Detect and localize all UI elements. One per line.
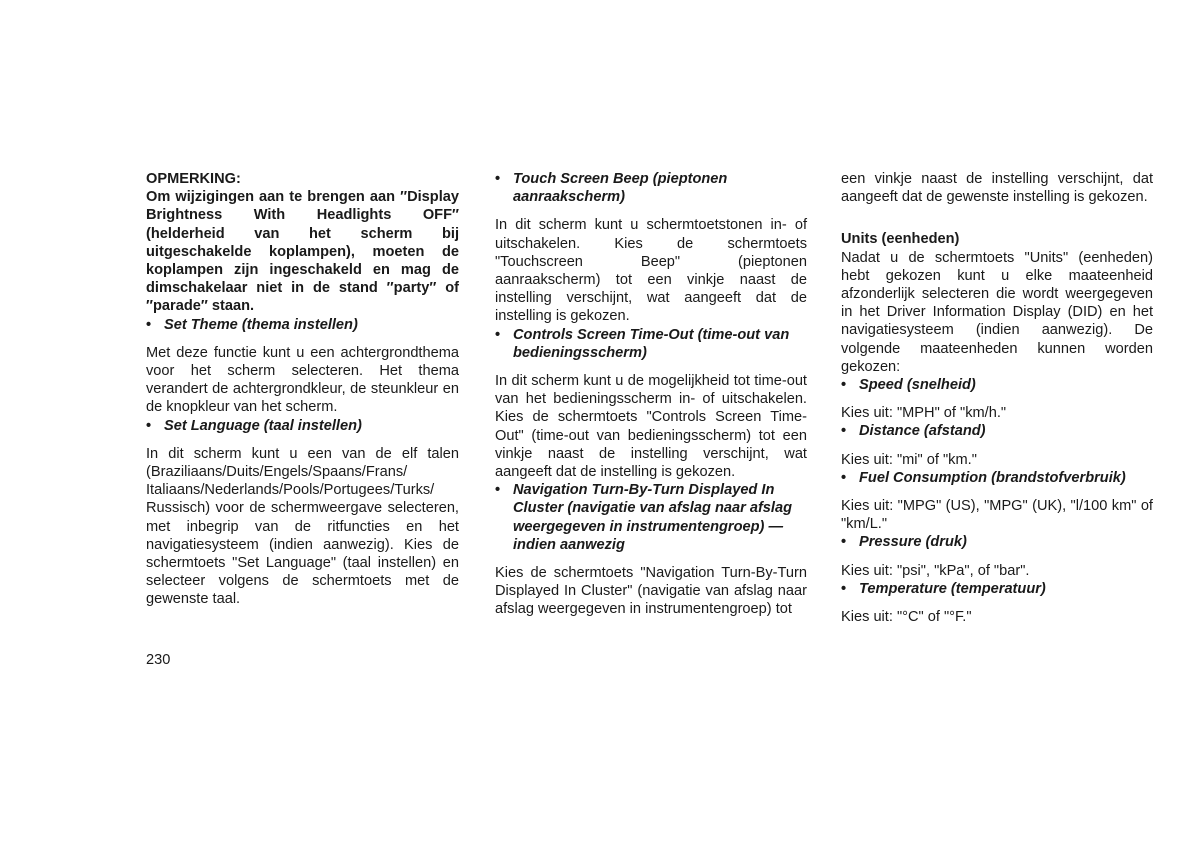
note-label: OPMERKING: <box>146 171 241 187</box>
column-middle <box>495 170 807 619</box>
column-right <box>841 170 1153 626</box>
distance-text: Kies uit: "mi" of "km." <box>841 451 977 468</box>
bullet-heading-fuel-consumption <box>841 469 1153 487</box>
bullet-icon: • <box>495 171 501 187</box>
distance-title: Distance (afstand) <box>859 423 986 440</box>
bullet-icon: • <box>495 326 501 343</box>
bullet-icon: • <box>146 417 152 434</box>
bullet-heading-set-language <box>146 417 459 435</box>
touch-screen-beep-title: Touch Screen Beep (pieptonen aanraakscherm) <box>513 171 728 206</box>
temperature-title: Temperature (temperatuur) <box>859 580 1046 597</box>
units-text: Nadat u de schermtoets "Units" (eenheden) hebt gekozen kunt u elke maateenheid afzonderlijk selecteren die wordt weergegeven in het Driver Information Display (DID) en het navigatiesysteem (indien aanwezig). De volgende maateenheden kunnen worden gekozen: <box>841 249 1153 375</box>
bullet-icon: • <box>841 580 847 597</box>
bullet-icon: • <box>841 469 847 486</box>
units-heading: Units (eenheden) <box>841 231 960 248</box>
touch-screen-beep-text: In dit scherm kunt u schermtoetstonen in- of uitschakelen. Kies de schermtoets "Touchscreen Beep" (pieptonen aanraakscherm) tot een vinkje naast de instelling verschijnt, wat aangeeft dat de instelling is gekozen. <box>495 217 807 325</box>
bullet-heading-controls-screen-timeout <box>495 326 807 362</box>
pressure-text: Kies uit: "psi", "kPa", of "bar". <box>841 562 1030 579</box>
controls-screen-timeout-text: In dit scherm kunt u de mogelijkheid tot time-out van het bedieningsscherm in- of uitschakelen. Kies de schermtoets "Controls Screen Time-Out" (time-out van bedieningsscherm) tot een vinkje naast de instelling verschijnt, wat aangeeft dat de instelling is gekozen. <box>495 373 807 481</box>
bullet-heading-distance <box>841 422 1153 440</box>
navigation-turn-by-turn-text: Kies de schermtoets "Navigation Turn-By-Turn Displayed In Cluster" (navigatie van afslag naar afslag weergegeven in instrumentengroep) tot <box>495 565 807 618</box>
bullet-icon: • <box>495 482 501 499</box>
bullet-heading-speed <box>841 376 1153 394</box>
note-text: Om wijzigingen aan te brengen aan ″Display Brightness With Headlights OFF″ (helderheid van het scherm bij uitgeschakelde koplampen), moeten de koplampen zijn ingeschakeld en mag de dimschakelaar niet in de stand ″party″ of ″parade″ staan. <box>146 189 459 315</box>
column-left <box>146 170 459 609</box>
navigation-turn-by-turn-title: Navigation Turn-By-Turn Displayed In Cluster (navigatie van afslag naar afslag weergegeven in instrumentengroep) — indien aanwezig <box>513 482 793 553</box>
temperature-text: Kies uit: "°C" of "°F." <box>841 609 972 626</box>
bullet-icon: • <box>841 534 847 551</box>
speed-text: Kies uit: "MPH" of "km/h." <box>841 405 1007 422</box>
fuel-consumption-text: Kies uit: "MPG" (US), "MPG" (UK), "l/100 km" of "km/L." <box>841 498 1153 533</box>
set-theme-text: Met deze functie kunt u een achtergrondthema voor het scherm selecteren. Het thema verandert de achtergrondkleur, de steunkleur en de knopkleur van het scherm. <box>146 344 459 416</box>
bullet-heading-pressure <box>841 533 1153 551</box>
controls-screen-timeout-title: Controls Screen Time-Out (time-out van bedieningsscherm) <box>513 326 790 361</box>
bullet-heading-navigation-turn-by-turn <box>495 481 807 554</box>
pressure-title: Pressure (druk) <box>859 534 967 551</box>
set-theme-title: Set Theme (thema instellen) <box>164 316 358 333</box>
set-language-text: In dit scherm kunt u een van de elf talen (Braziliaans/Duits/Engels/Spaans/Frans/ Italiaans/Nederlands/Pools/Portugees/Turks/ Russisch) voor de schermweergave selecteren, met inbegrip van de ritfuncties en het navigatiesysteem (indien aanwezig). Kies de schermtoets "Set Language" (taal instellen) en selecteer volgens de schermtoets met de gewenste taal. <box>146 445 459 608</box>
page-number: 230 <box>146 652 171 668</box>
speed-title: Speed (snelheid) <box>859 377 976 394</box>
bullet-heading-touch-screen-beep <box>495 170 807 206</box>
bullet-icon: • <box>146 316 152 333</box>
bullet-heading-temperature <box>841 580 1153 598</box>
continued-text: een vinkje naast de instelling verschijnt, dat aangeeft dat de gewenste instelling is gekozen. <box>841 171 1153 206</box>
bullet-heading-set-theme <box>146 316 459 334</box>
fuel-consumption-title: Fuel Consumption (brandstofverbruik) <box>859 469 1126 486</box>
bullet-icon: • <box>841 377 847 394</box>
set-language-title: Set Language (taal instellen) <box>164 417 362 434</box>
bullet-icon: • <box>841 423 847 440</box>
